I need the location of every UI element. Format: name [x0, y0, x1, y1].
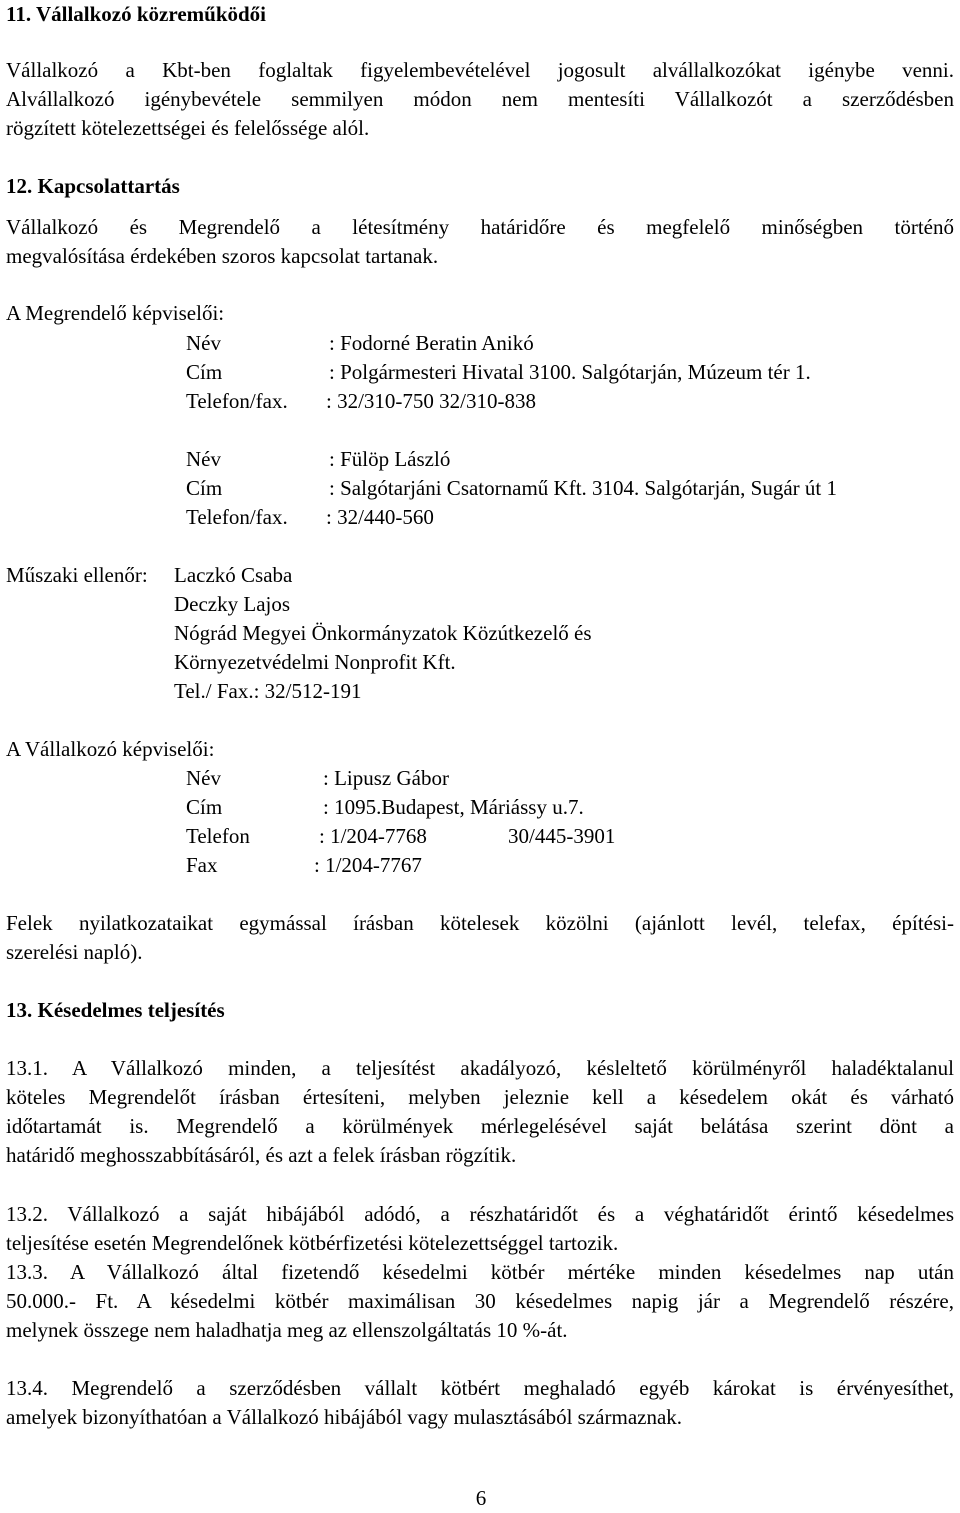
- inspector-name-1: Laczkó Csaba: [174, 563, 293, 587]
- section-13-2-paragraph: [6, 1200, 954, 1258]
- paragraph-line: megvalósítása érdekében szoros kapcsolat tartanak.: [6, 244, 439, 268]
- name-value: : Lipusz Gábor: [323, 766, 449, 790]
- paragraph-line: köteles Megrendelőt írásban értesíteni, melyben jeleznie kell a késedelem okát és várható: [6, 1085, 954, 1109]
- paragraph-line: teljesítése esetén Megrendelőnek kötbérfizetési kötelezettséggel tartozik.: [6, 1231, 619, 1255]
- inspector-org-line-2: Környezetvédelmi Nonprofit Kft.: [174, 650, 456, 674]
- name-label: Név: [186, 331, 221, 355]
- paragraph-line: 13.4. Megrendelő a szerződésben vállalt kötbért meghaladó egyéb károkat is érvényesíthet,: [6, 1376, 954, 1400]
- paragraph-line: rögzített kötelezettségei és felelőssége alól.: [6, 116, 370, 140]
- inspector-name-2: Deczky Lajos: [174, 592, 291, 616]
- name-value: : Fodorné Beratin Anikó: [329, 331, 534, 355]
- section-13-4-paragraph: [6, 1374, 954, 1432]
- section-12-paragraph: [6, 213, 954, 271]
- paragraph-line: időtartamát is. Megrendelő a körülmények mérlegelésével saját belátása szerint dönt a: [6, 1114, 954, 1138]
- section-11-paragraph: [6, 56, 954, 143]
- address-label: Cím: [186, 795, 223, 819]
- phone-value-2: 30/445-3901: [508, 824, 616, 848]
- page-number: 6: [475, 1486, 487, 1510]
- paragraph-line: Alvállalkozó igénybevétele semmilyen módon nem mentesíti Vállalkozót a szerződésben: [6, 87, 954, 111]
- paragraph-line: amelyek bizonyíthatóan a Vállalkozó hibájából vagy mulasztásából származnak.: [6, 1405, 683, 1429]
- phone-value: : 1/204-7768: [319, 824, 427, 848]
- section-13-3-paragraph: [6, 1258, 954, 1345]
- client-reps-title: A Megrendelő képviselői:: [6, 301, 225, 325]
- paragraph-line: 50.000.- Ft. A késedelmi kötbér maximálisan 30 késedelmes napig jár a Megrendelő részére,: [6, 1289, 954, 1313]
- address-value: : Salgótarjáni Csatornamű Kft. 3104. Salgótarján, Sugár út 1: [329, 476, 837, 500]
- inspector-tel: Tel./ Fax.: 32/512-191: [174, 679, 362, 703]
- paragraph-line: Felek nyilatkozataikat egymással írásban kötelesek közölni (ajánlott levél, telefax, építési-: [6, 911, 954, 935]
- name-value: : Fülöp László: [329, 447, 451, 471]
- paragraph-line: 13.2. Vállalkozó a saját hibájából adódó, a részhatáridőt és a véghatáridőt érintő késedelmes: [6, 1202, 954, 1226]
- fax-value: : 1/204-7767: [314, 853, 422, 877]
- notice-paragraph: [6, 909, 954, 967]
- phone-value: : 32/310-750 32/310-838: [326, 389, 536, 413]
- paragraph-line: szerelési napló).: [6, 940, 143, 964]
- fax-label: Fax: [186, 853, 218, 877]
- name-label: Név: [186, 766, 221, 790]
- phone-value: : 32/440-560: [326, 505, 434, 529]
- section-13-1-paragraph: [6, 1054, 954, 1170]
- paragraph-line: 13.3. A Vállalkozó által fizetendő késedelmi kötbér mértéke minden késedelmes nap után: [6, 1260, 954, 1284]
- paragraph-line: határidő meghosszabbításáról, és azt a felek írásban rögzítik.: [6, 1143, 517, 1167]
- phone-label: Telefon/fax.: [186, 505, 288, 529]
- paragraph-line: melynek összege nem haladhatja meg az ellenszolgáltatás 10 %-át.: [6, 1318, 568, 1342]
- contractor-reps-title: A Vállalkozó képviselői:: [6, 737, 215, 761]
- paragraph-line: Vállalkozó a Kbt-ben foglaltak figyelembevételével jogosult alvállalkozókat igénybe venni.: [6, 58, 954, 82]
- paragraph-line: 13.1. A Vállalkozó minden, a teljesítést akadályozó, késleltető körülményről haladéktalanul: [6, 1056, 954, 1080]
- address-label: Cím: [186, 360, 223, 384]
- section-13-heading: 13. Késedelmes teljesítés: [6, 998, 225, 1022]
- phone-label: Telefon: [186, 824, 250, 848]
- address-value: : Polgármesteri Hivatal 3100. Salgótarján, Múzeum tér 1.: [329, 360, 811, 384]
- paragraph-line: Vállalkozó és Megrendelő a létesítmény határidőre és megfelelő minőségben történő: [6, 215, 954, 239]
- phone-label: Telefon/fax.: [186, 389, 288, 413]
- inspector-label: Műszaki ellenőr:: [6, 563, 148, 587]
- address-label: Cím: [186, 476, 223, 500]
- inspector-org-line-1: Nógrád Megyei Önkormányzatok Közútkezelő és: [174, 621, 592, 645]
- section-11-heading: 11. Vállalkozó közreműködői: [6, 2, 267, 26]
- address-value: : 1095.Budapest, Máriássy u.7.: [323, 795, 584, 819]
- name-label: Név: [186, 447, 221, 471]
- section-12-heading: 12. Kapcsolattartás: [6, 174, 180, 198]
